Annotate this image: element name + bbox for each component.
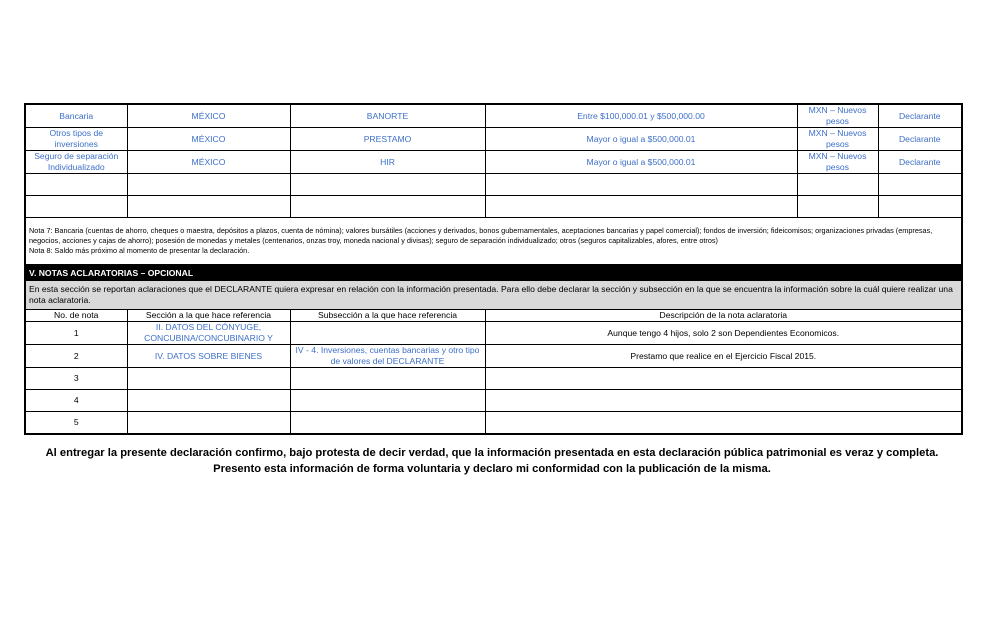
investment-type: Otros tipos de inversiones [25, 128, 127, 151]
declaration-line-1: Al entregar la presente declaración confirmo, bajo protesta de decir verdad, que la información presentada en esta declaración pública patrimonial es veraz y completa. [45, 447, 939, 459]
declaration-statement [0, 445, 984, 477]
nota-descripcion [485, 412, 962, 435]
investment-amount: Mayor o igual a $500,000.01 [485, 128, 797, 151]
header-num: No. de nota [25, 310, 127, 322]
nota-subseccion [290, 390, 485, 412]
investment-institution: BANORTE [290, 104, 485, 128]
column-headers [25, 310, 962, 322]
nota-num: 1 [25, 322, 127, 345]
notes-row [25, 218, 962, 266]
table-row [25, 128, 962, 151]
table-row [25, 151, 962, 174]
section-description-row [25, 281, 962, 310]
empty-cell [127, 196, 290, 218]
investment-institution: PRESTAMO [290, 128, 485, 151]
nota-subseccion: IV - 4. Inversiones, cuentas bancarias y otro tipo de valores del DECLARANTE [290, 345, 485, 368]
section-title: V. NOTAS ACLARATORIAS – OPCIONAL [25, 266, 962, 281]
investment-currency: MXN – Nuevos pesos [797, 128, 878, 151]
nota-descripcion: Aunque tengo 4 hijos, solo 2 son Dependientes Economicos. [485, 322, 962, 345]
nota-subseccion [290, 322, 485, 345]
investment-holder: Declarante [878, 151, 962, 174]
empty-cell [878, 174, 962, 196]
nota-descripcion: Prestamo que realice en el Ejercicio Fiscal 2015. [485, 345, 962, 368]
empty-cell [290, 196, 485, 218]
table-row [25, 196, 962, 218]
table-row [25, 322, 962, 345]
investment-holder: Declarante [878, 104, 962, 128]
header-descripcion: Descripción de la nota aclaratoria [485, 310, 962, 322]
header-subseccion: Subsección a la que hace referencia [290, 310, 485, 322]
table-row [25, 368, 962, 390]
empty-cell [25, 174, 127, 196]
investment-type: Seguro de separación Individualizado [25, 151, 127, 174]
nota-subseccion [290, 412, 485, 435]
nota-num: 5 [25, 412, 127, 435]
table-row [25, 412, 962, 435]
table-row [25, 174, 962, 196]
empty-cell [290, 174, 485, 196]
table-row [25, 104, 962, 128]
nota-seccion [127, 368, 290, 390]
table-row [25, 390, 962, 412]
nota-descripcion [485, 390, 962, 412]
investment-currency: MXN – Nuevos pesos [797, 104, 878, 128]
investment-amount: Mayor o igual a $500,000.01 [485, 151, 797, 174]
investments-table [24, 103, 963, 266]
investment-currency: MXN – Nuevos pesos [797, 151, 878, 174]
empty-cell [127, 174, 290, 196]
header-seccion: Sección a la que hace referencia [127, 310, 290, 322]
empty-cell [25, 196, 127, 218]
section-header [25, 266, 962, 281]
declaration-line-2: Presento esta información de forma voluntaria y declaro mi conformidad con la publicación de la misma. [213, 463, 771, 475]
nota-num: 3 [25, 368, 127, 390]
investment-institution: HIR [290, 151, 485, 174]
investment-type: Bancaria [25, 104, 127, 128]
investment-country: MÉXICO [127, 128, 290, 151]
section-description: En esta sección se reportan aclaraciones que el DECLARANTE quiera expresar en relación con la información presentada. Para ello debe declarar la sección y subsección en la que se encuentra la información sobre la cuál quiere realizar una nota aclaratoria. [25, 281, 962, 310]
nota-seccion: II. DATOS DEL CÓNYUGE, CONCUBINA/CONCUBINARIO Y [127, 322, 290, 345]
nota-descripcion [485, 368, 962, 390]
nota-subseccion [290, 368, 485, 390]
empty-cell [797, 196, 878, 218]
notes-cell [25, 218, 962, 266]
empty-cell [797, 174, 878, 196]
nota-seccion [127, 412, 290, 435]
table-row [25, 345, 962, 368]
investment-country: MÉXICO [127, 104, 290, 128]
investment-country: MÉXICO [127, 151, 290, 174]
nota-7: Nota 7: Bancaria (cuentas de ahorro, cheques o maestra, depósitos a plazos, cuenta de nómina); valores bursátiles (acciones y derivados, bonos gubernamentales, aceptaciones bancarias y papel comercial); fondos de inversión; fideicomisos; organizaciones privadas (empresas, negocios, acciones y cajas de ahorro); posesión de monedas y metales (centenarios, onzas troy, moneda nacional y divisas); seguro de separación individualizado; otros (seguros capitalizables, afores, entre otros) [29, 226, 933, 245]
empty-cell [878, 196, 962, 218]
empty-cell [485, 174, 797, 196]
nota-num: 4 [25, 390, 127, 412]
notas-aclaratorias-table [24, 265, 963, 435]
nota-seccion [127, 390, 290, 412]
nota-8: Nota 8: Saldo más próximo al momento de presentar la declaración. [29, 246, 250, 255]
empty-cell [485, 196, 797, 218]
nota-seccion: IV. DATOS SOBRE BIENES [127, 345, 290, 368]
investment-amount: Entre $100,000.01 y $500,000.00 [485, 104, 797, 128]
nota-num: 2 [25, 345, 127, 368]
investment-holder: Declarante [878, 128, 962, 151]
